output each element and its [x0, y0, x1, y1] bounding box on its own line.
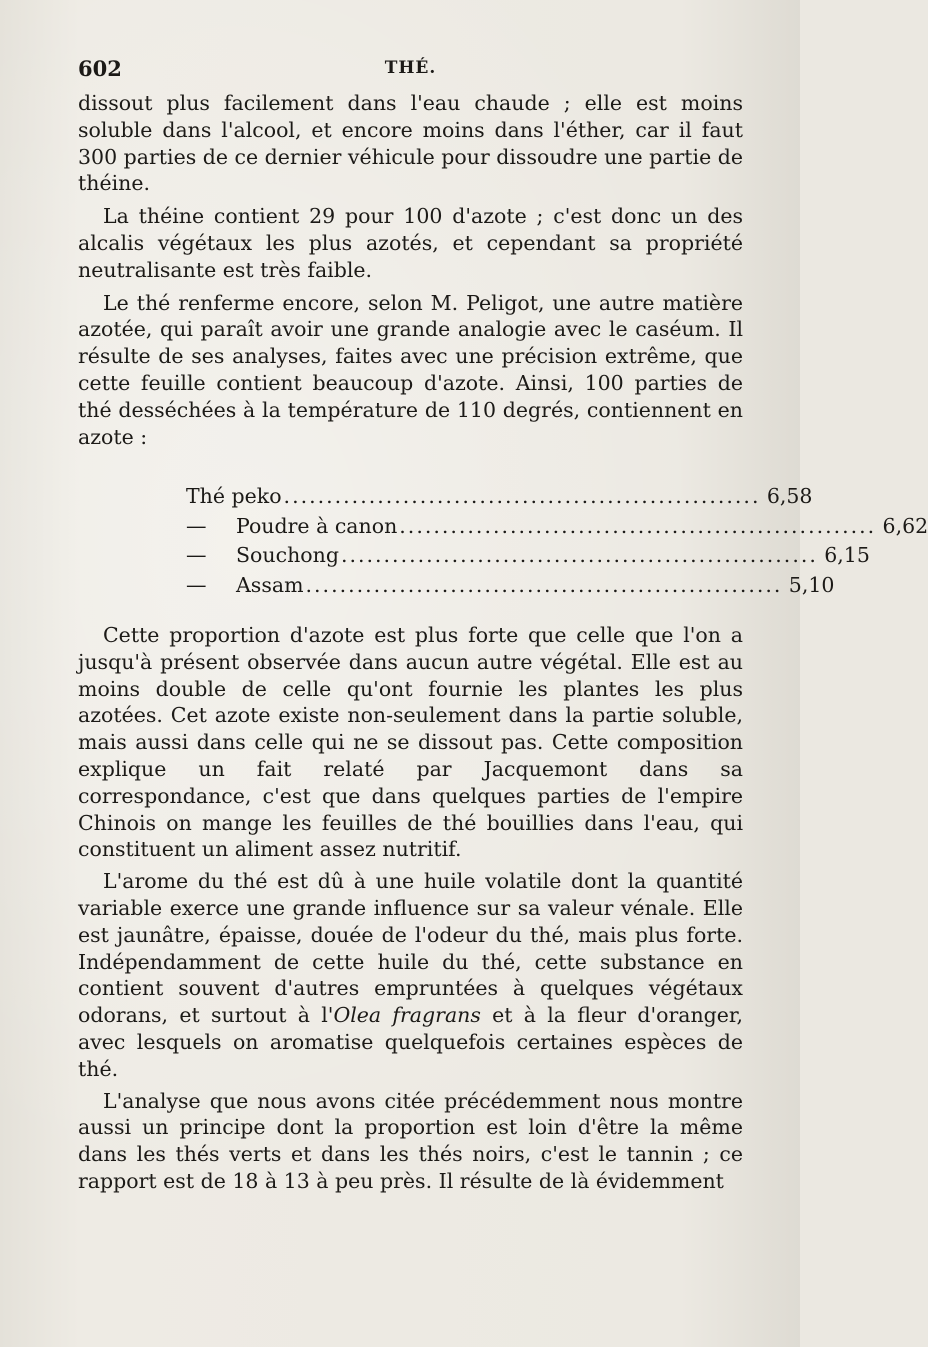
table-row	[186, 482, 813, 512]
body-text-top	[78, 90, 743, 456]
table-row-label: — Poudre à canon	[186, 513, 398, 538]
table-row	[186, 512, 928, 542]
table-row-label: — Assam	[186, 572, 304, 597]
paragraph-arome: L'arome du thé est dû à une huile volatile dont la quantité variable exerce une grande influence sur sa valeur vénale. Elle est jaunâtre, épaisse, douée de l'odeur du thé, mais plus forte. Indépendamment de cette huile du thé, cette substance en contient souvent d'autres empruntées à quelques végétaux odorans, et surtout à l'Olea fragrans et à la fleur d'oranger, avec lesquels on aromatise quelquefois certaines espèces de thé.	[78, 869, 743, 1081]
leader-dots: ........................................................	[283, 484, 761, 508]
page-number: 602	[78, 56, 122, 81]
table-row	[186, 541, 870, 571]
running-head: THÉ.	[384, 58, 437, 78]
paragraph-tannin: L'analyse que nous avons citée précédemment nous montre aussi un principe dont la proportion est loin d'être la même dans les thés verts et dans les thés noirs, c'est le tannin ; ce rapport est de 18 à 13 à peu près. Il résulte de là évidemment	[78, 1088, 743, 1193]
azote-table	[186, 482, 928, 600]
leader-dots: ........................................................	[305, 572, 783, 597]
table-row-value: 6,58	[766, 484, 813, 508]
paragraph-peligot: Le thé renferme encore, selon M. Peligot, une autre matière azotée, qui paraît avoir une grande analogie avec le caséum. Il résulte de ses analyses, faites avec une précision extrême, que cette feuille contient beaucoup d'azote. Ainsi, 100 parties de thé desséchées à la température de 110 degrés, contiennent en azote :	[78, 290, 743, 449]
italic-term: Olea fragrans	[333, 1003, 481, 1028]
table-row-value: 6,15	[824, 543, 870, 567]
table-row-label: — Souchong	[186, 543, 339, 567]
paragraph-proportion: Cette proportion d'azote est plus forte que celle que l'on a jusqu'à présent observée dans aucun autre végétal. Elle est au moins double de celle qu'ont fournie les plantes les plus azotées. Cet azote existe non-seulement dans la partie soluble, mais aussi dans celle qui ne se dissout pas. Cette composition explique un fait relaté par Jacquemont dans sa correspondance, c'est que dans quelques parties de l'empire Chinois on mange les feuilles de thé bouillies dans l'eau, qui constituent un aliment assez nutritif.	[78, 623, 743, 862]
leader-dots: ........................................................	[399, 513, 877, 538]
leader-dots: ........................................................	[340, 543, 818, 567]
paragraph-theine-azote: La théine contient 29 pour 100 d'azote ; c'est donc un des alcalis végétaux les plus azotés, et cependant sa propriété neutralisante est très faible.	[78, 204, 743, 282]
paragraph-continuation: dissout plus facilement dans l'eau chaude ; elle est moins soluble dans l'alcool, et encore moins dans l'éther, car il faut 300 parties de ce dernier véhicule pour dissoudre une partie de théine.	[78, 91, 743, 196]
table-row-value: 5,10	[788, 572, 835, 597]
body-text-bottom	[78, 622, 743, 1200]
table-row	[186, 571, 835, 601]
table-row-label: Thé peko	[186, 484, 282, 508]
table-row-value: 6,62	[882, 513, 928, 538]
page-header	[78, 56, 743, 86]
